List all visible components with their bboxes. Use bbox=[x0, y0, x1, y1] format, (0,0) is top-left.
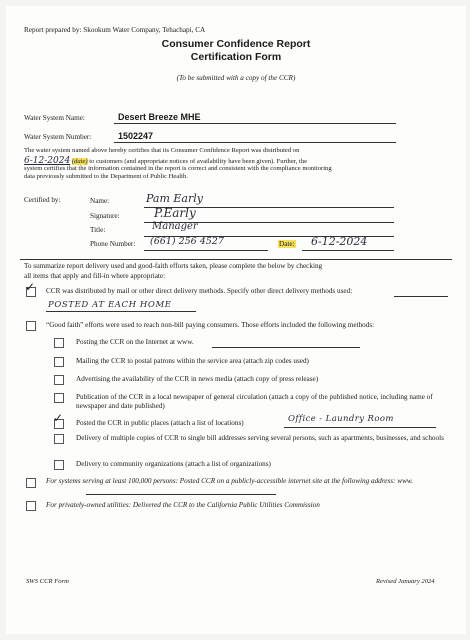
summary-intro-1: To summarize report delivery used and good-faith efforts taken, please complete the below by checking bbox=[24, 262, 323, 270]
internet-posting-underline bbox=[212, 347, 360, 348]
signature-label: Signature: bbox=[90, 212, 120, 220]
other-methods-value[interactable]: POSTED AT EACH HOME bbox=[48, 300, 172, 310]
certified-by-label: Certified by: bbox=[24, 196, 61, 204]
large-system-checkbox[interactable] bbox=[26, 478, 36, 488]
private-utility-label: For privately-owned utilities: Delivered the CCR to the California Public Utilities Commission bbox=[46, 501, 320, 509]
news-media-checkbox[interactable] bbox=[54, 375, 64, 385]
system-number-underline bbox=[114, 142, 396, 143]
summary-intro-2: all items that apply and fill-in where appropriate: bbox=[24, 272, 166, 280]
submission-note: (To be submitted with a copy of the CCR) bbox=[176, 74, 296, 82]
phone-label: Phone Number: bbox=[90, 240, 136, 248]
community-orgs-checkbox[interactable] bbox=[54, 460, 64, 470]
public-places-label: Posted the CCR in public places (attach a list of locations) bbox=[76, 419, 244, 427]
newspaper-publication-label: Publication of the CCR in a local newspaper of general circulation (attach a copy of the published notice, including name of newspaper and date published) bbox=[76, 393, 433, 410]
community-orgs-label: Delivery to community organizations (attach a list of organizations) bbox=[76, 460, 271, 468]
large-system-label: For systems serving at least 100,000 persons: Posted CCR on a publicly-accessible internet site at the following address: www. bbox=[46, 477, 413, 485]
other-methods-value-underline bbox=[46, 311, 196, 312]
checkmark-icon: ✓ bbox=[25, 280, 36, 294]
large-system-underline bbox=[86, 494, 276, 495]
distribution-date-value[interactable]: 6-12-2024 bbox=[24, 156, 71, 166]
public-places-underline bbox=[284, 427, 436, 428]
system-name-value[interactable]: Desert Breeze MHE bbox=[118, 112, 201, 122]
form-title: Consumer Confidence Report bbox=[161, 38, 311, 50]
multiple-copies-checkbox[interactable] bbox=[54, 434, 64, 444]
news-media-label: Advertising the availability of the CCR in news media (attach copy of press release) bbox=[76, 375, 319, 383]
prepared-by-line: Report prepared by: Skookum Water Company, Tehachapi, CA bbox=[24, 26, 206, 34]
postal-mailing-checkbox[interactable] bbox=[54, 357, 64, 367]
footer-form-id: SWS CCR Form bbox=[26, 578, 69, 585]
phone-underline bbox=[144, 250, 268, 251]
signature-value[interactable]: P.Early bbox=[154, 206, 196, 220]
form-subtitle: Certification Form bbox=[190, 51, 282, 63]
footer-revision: Revised January 2024 bbox=[376, 578, 435, 585]
date-tag: (date) bbox=[71, 158, 88, 165]
public-places-value[interactable]: Office - Laundry Room bbox=[288, 414, 394, 424]
system-name-label: Water System Name: bbox=[24, 114, 85, 122]
certification-line-1: The water system named above hereby certifies that its Consumer Confidence Report was distributed on bbox=[24, 147, 300, 154]
title-value[interactable]: Manager bbox=[152, 221, 198, 232]
title-label: Title: bbox=[90, 226, 106, 234]
name-value[interactable]: Pam Early bbox=[146, 192, 203, 205]
multiple-copies-label: Delivery of multiple copies of CCR to single bill addresses serving several persons, such as apartments, businesses, and schools bbox=[76, 434, 444, 442]
system-number-label: Water System Number: bbox=[24, 133, 92, 141]
system-number-value[interactable]: 1502247 bbox=[118, 131, 154, 141]
good-faith-label: “Good faith” efforts were used to reach non-bill paying consumers. Those efforts included the following methods: bbox=[46, 321, 375, 329]
good-faith-checkbox[interactable] bbox=[26, 321, 36, 331]
private-utility-checkbox[interactable] bbox=[26, 501, 36, 511]
internet-posting-checkbox[interactable] bbox=[54, 338, 64, 348]
certification-line-2-rest: to customers (and appropriate notices of availability have been given). Further, the bbox=[89, 158, 308, 165]
name-label: Name: bbox=[90, 197, 110, 205]
date-label: Date: bbox=[279, 240, 295, 248]
mail-delivery-label: CCR was distributed by mail or other direct delivery methods. Specify other direct delivery methods used: bbox=[46, 287, 353, 295]
checkmark-icon: ✓ bbox=[53, 411, 64, 425]
internet-posting-label: Posting the CCR on the Internet at www. bbox=[76, 338, 194, 346]
newspaper-publication-checkbox[interactable] bbox=[54, 393, 64, 403]
signed-date-value[interactable]: 6-12-2024 bbox=[311, 235, 368, 248]
certification-line-3: system certifies that the information contained in the report is correct and consistent with the compliance monitoring bbox=[24, 165, 332, 172]
system-name-underline bbox=[114, 123, 396, 124]
date-underline bbox=[302, 250, 394, 251]
certification-line-4: data previously submitted to the Department of Public Health. bbox=[24, 173, 188, 180]
phone-value[interactable]: (661) 256 4527 bbox=[150, 236, 224, 247]
section-divider bbox=[20, 259, 452, 260]
other-methods-underline bbox=[394, 296, 448, 297]
postal-mailing-label: Mailing the CCR to postal patrons within the service area (attach zip codes used) bbox=[76, 357, 309, 365]
certification-form-page bbox=[6, 6, 466, 634]
